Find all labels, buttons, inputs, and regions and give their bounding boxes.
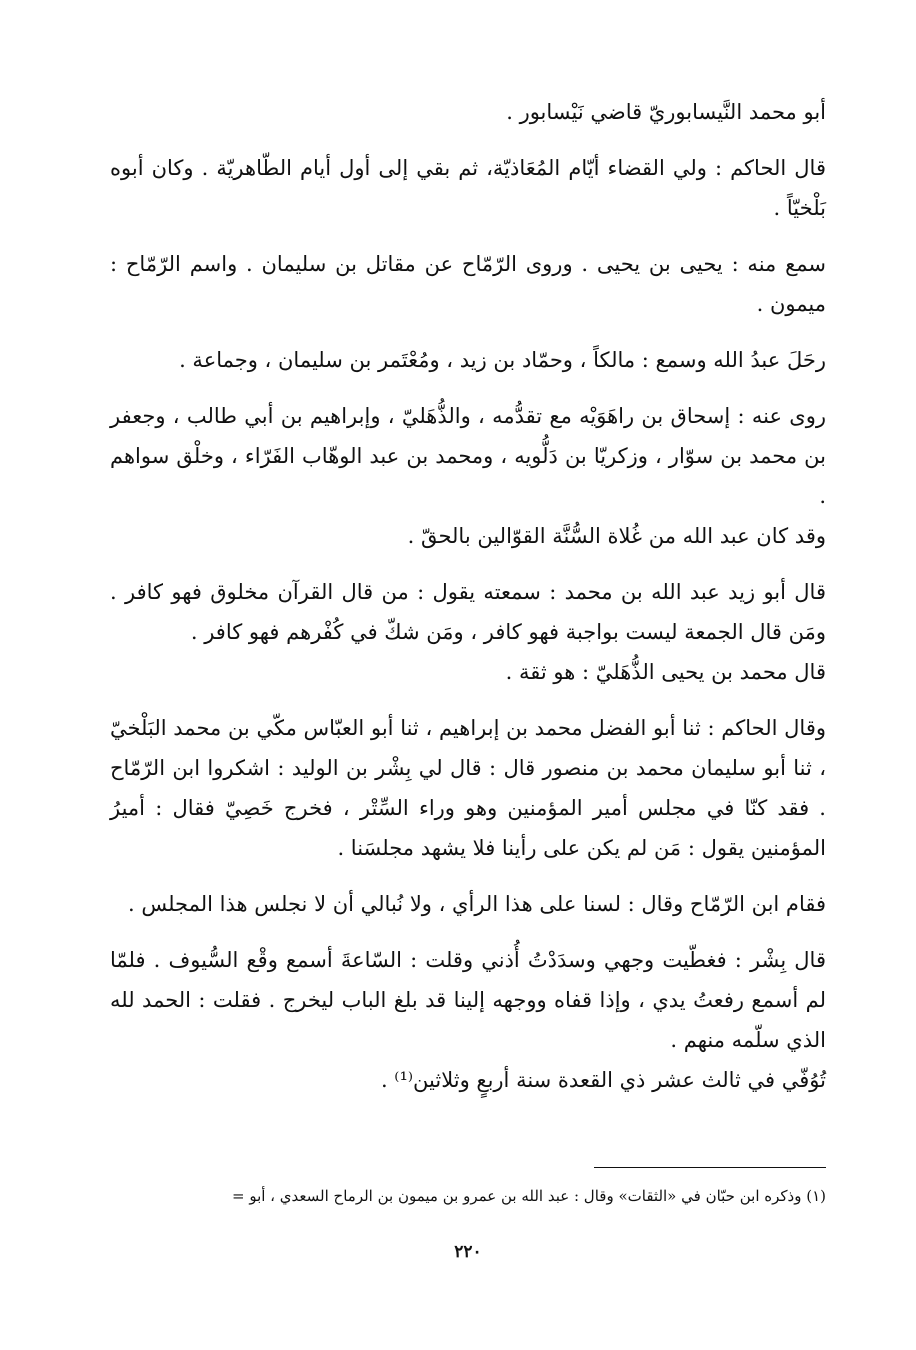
paragraph-3: سمع منه : يحيى بن يحيى . وروى الرّمّاح عن مقاتل بن سليمان . واسم الرّمّاح : ميمون .: [110, 252, 826, 316]
paragraph-8: قال محمد بن يحيى الذُّهَليّ : هو ثقة .: [505, 660, 826, 684]
paragraph-1: أبو محمد النَّيسابوريّ قاضي نَيْسابور .: [506, 100, 826, 124]
paragraph-4: رحَلَ عبدُ الله وسمع : مالكاً ، وحمّاد بن زيد ، ومُعْتَمر بن سليمان ، وجماعة .: [179, 348, 826, 372]
paragraph-5: روى عنه : إسحاق بن راهَوَيْه مع تقدُّمه ، والذُّهَليّ ، وإبراهيم بن أبي طالب ، وجعفر بن محمد بن سوّار ، وزكريّا بن دَلُّويه ، ومحمد بن عبد الوهّاب الفَرّاء ، وخلْق سواهم .: [110, 404, 826, 508]
paragraph-7: قال أبو زيد عبد الله بن محمد : سمعته يقول : من قال القرآن مخلوق فهو كافر . ومَن قال الجمعة ليست بواجبة فهو كافر ، ومَن شكّ في كُفْرهم فهو كافر .: [110, 580, 826, 644]
book-page: [110, 92, 826, 1342]
footnote: (١) وذكره ابن حبّان في «الثقات» وقال : عبد الله بن عمرو بن ميمون بن الرماح السعدي ، أبو =: [231, 1187, 826, 1205]
footnote-divider: [594, 1167, 826, 1168]
paragraph-12: تُوُفّي في ثالث عشر ذي القعدة سنة أربعٍ وثلاثين⁽¹⁾ .: [380, 1068, 826, 1092]
paragraph-11: قال بِشْر : فغطّيت وجهي وسدَدْتُ أُذني وقلت : السّاعةَ أسمع وقْع السُّيوف . فلمّا لم أسمع رفعتُ يدي ، وإذا قفاه ووجهه إلينا قد بلغ الباب ليخرج . فقلت : الحمد لله الذي سلّمه منهم .: [110, 948, 826, 1052]
paragraph-6: وقد كان عبد الله من غُلاة السُّنَّة القوّالين بالحقّ .: [407, 524, 826, 548]
paragraph-9: وقال الحاكم : ثنا أبو الفضل محمد بن إبراهيم ، ثنا أبو العبّاس مكّي بن محمد البَلْخيّ ، ثنا أبو سليمان محمد بن منصور قال : قال لي بِشْر بن الوليد : اشكروا ابن الرّمّاح . فقد كنّا في مجلس أمير المؤمنين وهو وراء السِّتْر ، فخرج خَصِيّ فقال : أميرُ المؤمنين يقول : مَن لم يكن على رأينا فلا يشهد مجلسَنا .: [110, 716, 826, 860]
paragraph-2: قال الحاكم : ولي القضاء أيّام المُعَاذيّة، ثم بقي إلى أول أيام الطّاهريّة . وكان أبوه بَلْخيّاً .: [110, 156, 826, 220]
page-number: ٢٢٠: [454, 1242, 482, 1262]
paragraph-10: فقام ابن الرّمّاح وقال : لسنا على هذا الرأي ، ولا نُبالي أن لا نجلس هذا المجلس .: [127, 892, 826, 916]
